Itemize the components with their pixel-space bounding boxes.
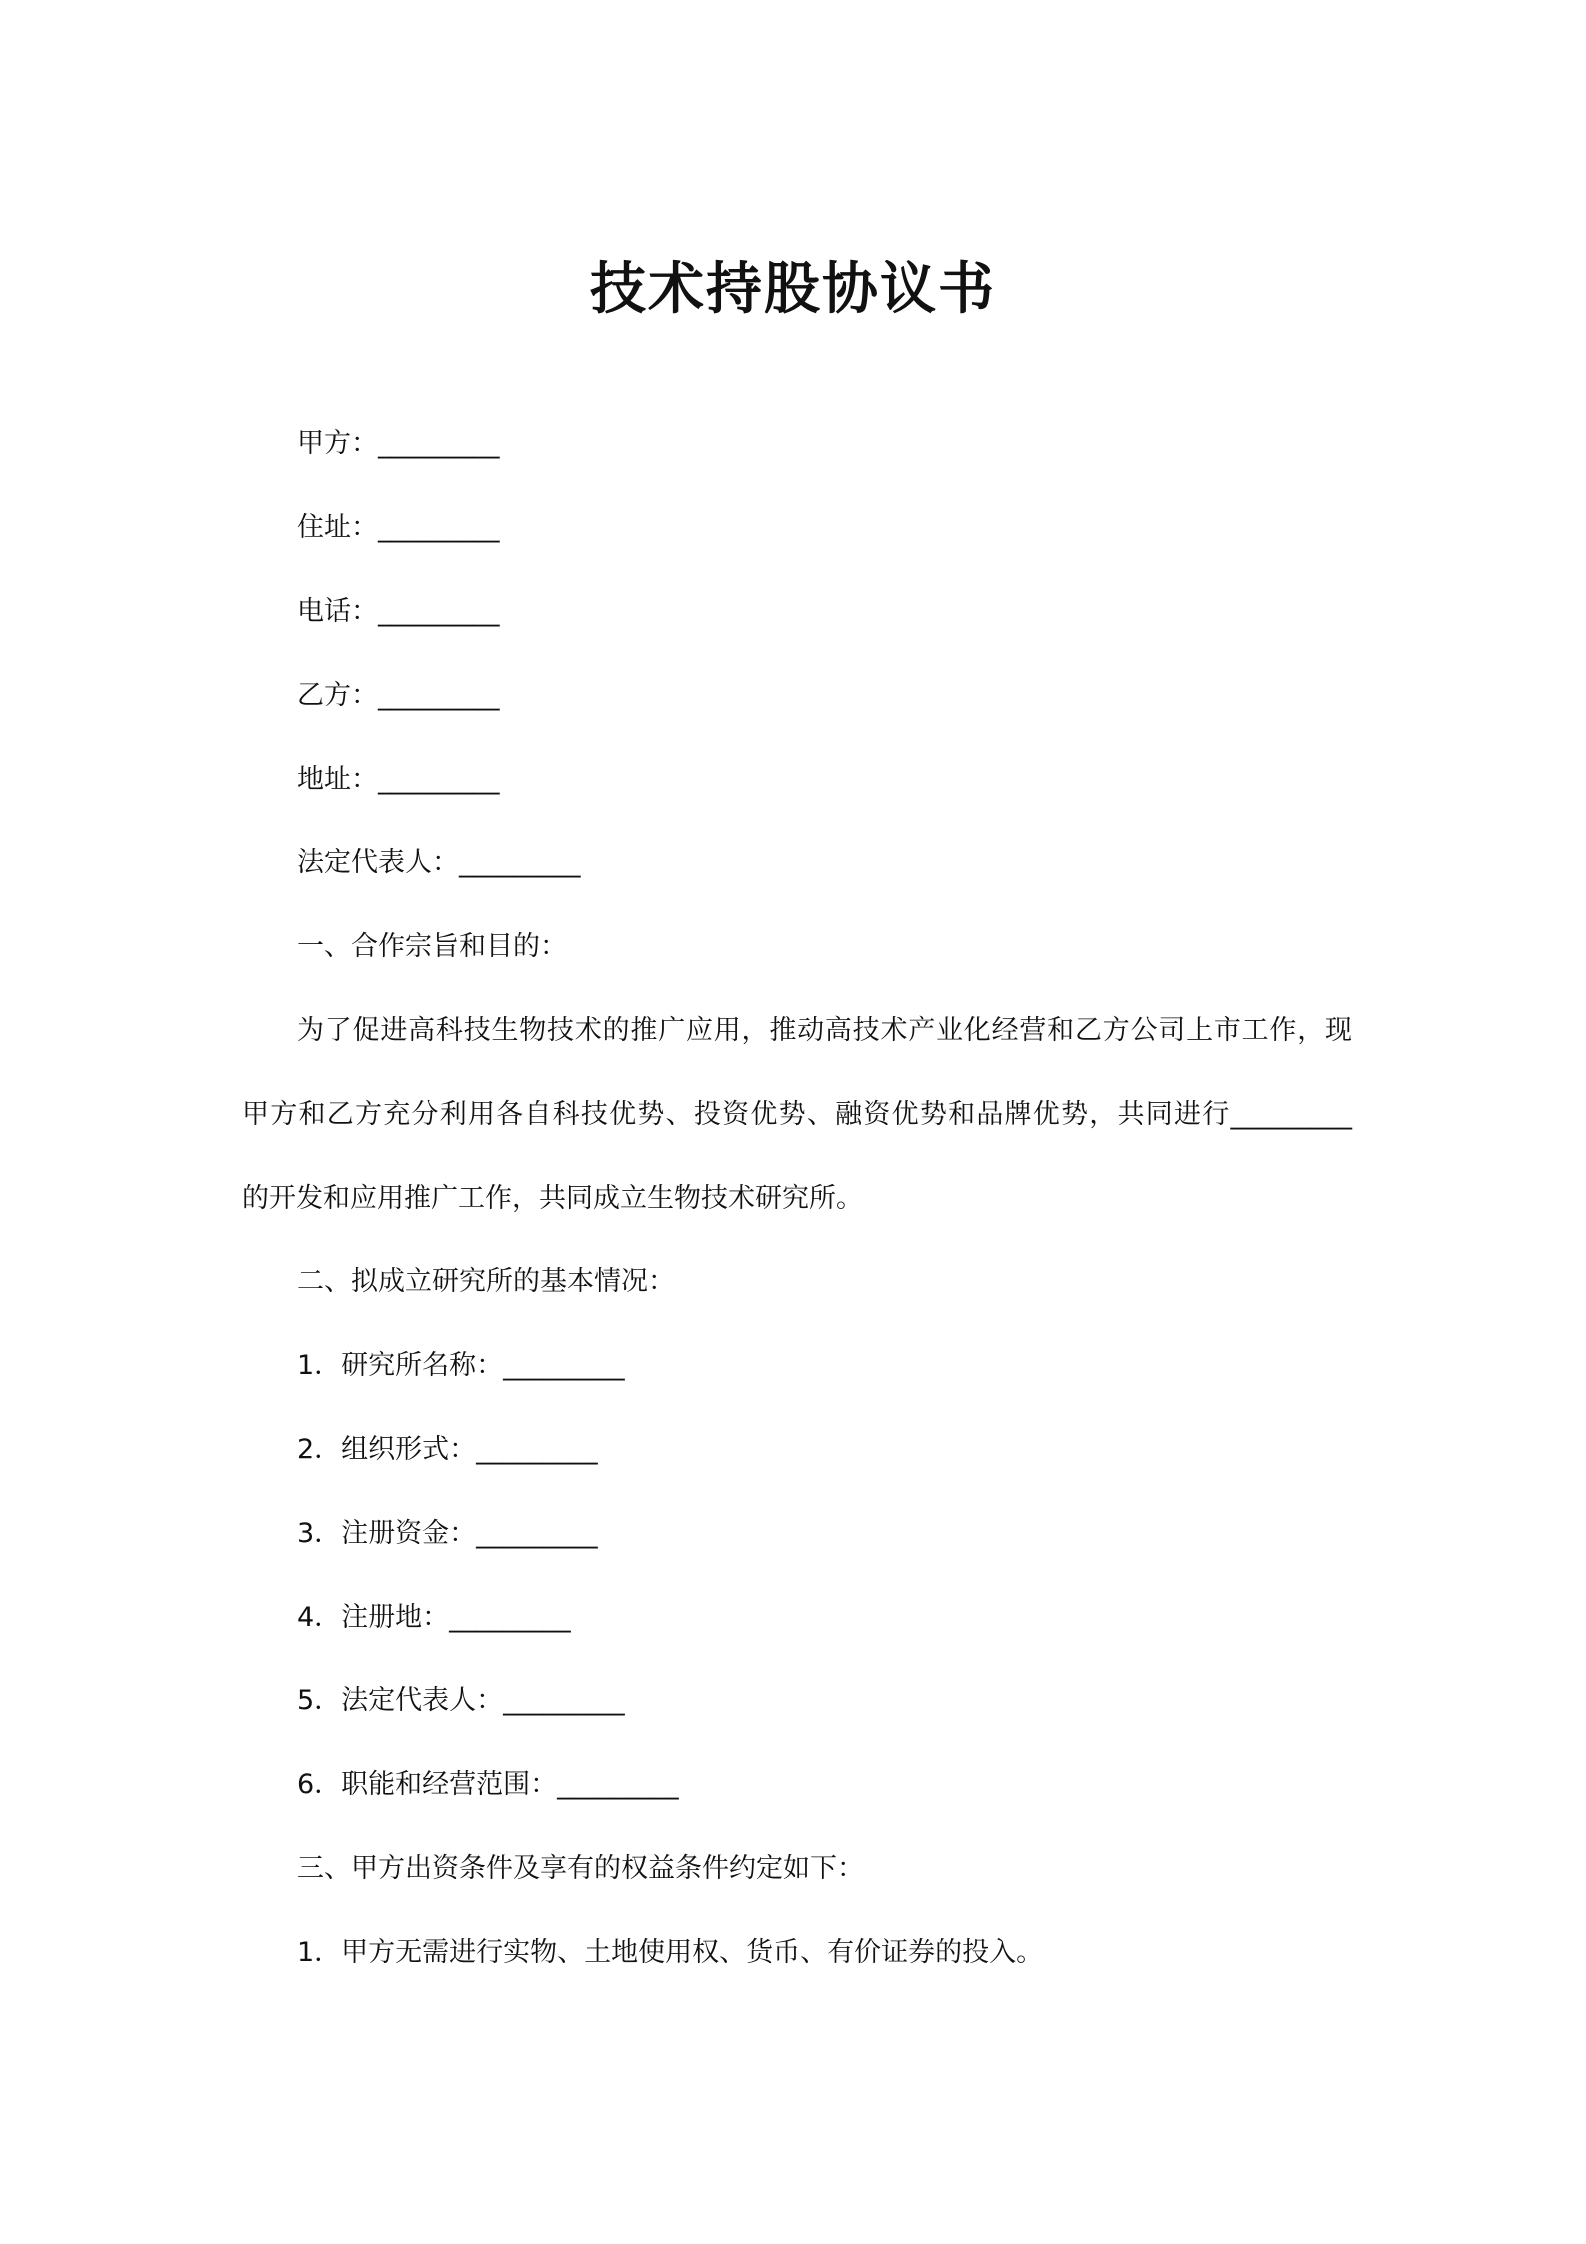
section-heading-2: 二、拟成立研究所的基本情况： [297, 1266, 675, 1297]
list-item: 2．组织形式：_________ [297, 1434, 598, 1465]
list-item: 1．研究所名称：_________ [297, 1350, 625, 1381]
section-heading-1: 一、合作宗旨和目的： [297, 931, 567, 962]
list-item: 6．职能和经营范围：_________ [297, 1769, 679, 1800]
party-a-address-field: 住址：_________ [297, 512, 500, 543]
paragraph-line: 为了促进高科技生物技术的推广应用，推动高技术产业化经营和乙方公司上市工作，现 [297, 1015, 1352, 1046]
party-b-field: 乙方：_________ [297, 680, 500, 711]
party-b-address-field: 地址：_________ [297, 764, 500, 795]
paragraph-line: 甲方和乙方充分利用各自科技优势、投资优势、融资优势和品牌优势，共同进行_________ [242, 1099, 1352, 1130]
party-a-field: 甲方：_________ [297, 428, 500, 459]
paragraph-line: 的开发和应用推广工作，共同成立生物技术研究所。 [242, 1183, 863, 1214]
party-a-phone-field: 电话：_________ [297, 596, 500, 627]
list-item: 5．法定代表人：_________ [297, 1685, 625, 1716]
legal-representative-field: 法定代表人：_________ [297, 847, 581, 878]
list-item: 3．注册资金：_________ [297, 1518, 598, 1549]
document-title: 技术持股协议书 [590, 257, 996, 322]
list-item: 1．甲方无需进行实物、土地使用权、货币、有价证券的投入。 [297, 1937, 1044, 1968]
list-item: 4．注册地：_________ [297, 1602, 571, 1633]
section-heading-3: 三、甲方出资条件及享有的权益条件约定如下： [297, 1853, 864, 1884]
